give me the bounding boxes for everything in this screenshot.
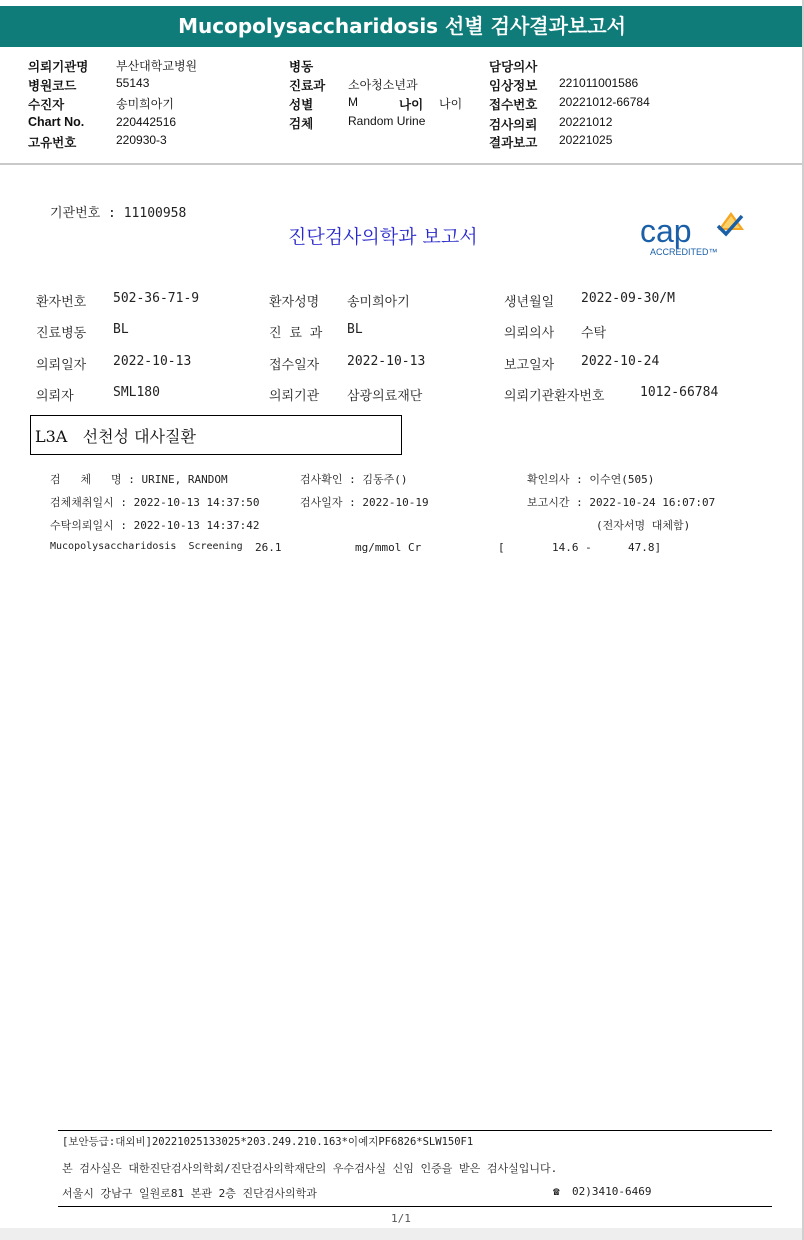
footer-divider-top: [58, 1130, 772, 1131]
patient-value: 삼광의료재단: [347, 389, 423, 404]
logo-text: cap: [640, 213, 692, 249]
patient-label: 의뢰기관환자번호: [504, 389, 605, 404]
test-section-title: L3A 선천성 대사질환: [35, 427, 196, 446]
range-low: 14.6 -: [552, 541, 592, 554]
lab-phone: 02)3410-6469: [572, 1185, 652, 1198]
page-number: 1/1: [391, 1212, 411, 1225]
header-label: 진료과: [289, 79, 326, 93]
cap-accredited-logo-icon: [718, 212, 744, 234]
institution-number: 기관번호 : 11100958: [50, 206, 187, 221]
header-label: 수진자: [28, 98, 65, 112]
document-title: Mucopolysaccharidosis 선별 검사결과보고서: [178, 14, 626, 38]
header-value: 221011001586: [559, 76, 639, 90]
patient-value: 2022-10-13: [113, 354, 192, 369]
patient-label: 보고일자: [504, 358, 555, 373]
patient-value: 1012-66784: [640, 385, 719, 400]
patient-label: 의뢰일자: [36, 358, 87, 373]
request-time: 수탁의뢰일시 : 2022-10-13 14:37:42: [50, 519, 260, 532]
header-value: 소아청소년과: [348, 78, 418, 92]
result-value: 26.1: [255, 541, 282, 554]
patient-label: 접수일자: [269, 358, 320, 373]
header-value: 송미희아기: [116, 97, 174, 111]
confirming-doctor: 확인의사 : 이수연(505): [527, 473, 655, 486]
age-value: 나이: [439, 97, 463, 111]
report-title: 진단검사의학과 보고서: [288, 226, 478, 248]
patient-value: 502-36-71-9: [113, 291, 200, 306]
range-open: [: [498, 541, 505, 554]
specimen-type: 검 체 명 : URINE, RANDOM: [50, 473, 228, 486]
footer-divider-bottom: [58, 1206, 772, 1207]
header-value: 55143: [116, 76, 150, 90]
patient-label: 생년월일: [504, 295, 555, 310]
header-value: 220930-3: [116, 133, 167, 147]
header-value: 20221025: [559, 133, 613, 147]
header-value: 220442516: [116, 115, 177, 129]
header-label: 고유번호: [28, 136, 77, 150]
patient-label: 의뢰기관: [269, 389, 320, 404]
header-value: Random Urine: [348, 114, 426, 128]
logo-subtext: ACCREDITED™: [650, 247, 718, 257]
viewer-bottom-strip: [0, 1228, 804, 1240]
header-label: 병동: [289, 60, 314, 74]
header-label: 성별: [289, 98, 314, 112]
patient-value: 2022-10-13: [347, 354, 426, 369]
patient-value: BL: [347, 322, 363, 337]
report-title-bar: [0, 6, 804, 47]
patient-label: 환자성명: [269, 295, 320, 310]
test-date: 검사일자 : 2022-10-19: [300, 496, 429, 509]
patient-value: SML180: [113, 385, 160, 400]
security-line: [보안등급:대외비]20221025133025*203.249.210.163*이예지PF6826*SLW150F1: [62, 1136, 474, 1148]
header-divider: [0, 163, 804, 165]
header-label: 임상정보: [489, 79, 538, 93]
header-value: M: [348, 95, 358, 109]
patient-value: BL: [113, 322, 129, 337]
patient-value: 2022-09-30/M: [581, 291, 675, 306]
patient-value: 수탁: [581, 326, 607, 341]
patient-value: 2022-10-24: [581, 354, 660, 369]
lab-address: 서울시 강남구 일원로81 본관 2층 진단검사의학과: [62, 1187, 317, 1200]
test-section-header: [30, 415, 402, 455]
age-label: 나이: [399, 98, 424, 112]
header-value: 부산대학교병원: [116, 59, 198, 73]
result-test-name: Mucopolysaccharidosis Screening: [50, 541, 243, 552]
header-label: 검체: [289, 117, 314, 131]
header-label: Chart No.: [28, 115, 85, 129]
accreditation-notice: 본 검사실은 대한진단검사의학회/진단검사의학재단의 우수검사실 신임 인증을 받은 검사실입니다.: [62, 1162, 558, 1175]
patient-label: 의뢰자: [36, 389, 74, 404]
header-label: 결과보고: [489, 136, 538, 150]
patient-label: 진료병동: [36, 326, 87, 341]
cap-accredited-logo: [638, 208, 748, 260]
header-label: 검사의뢰: [489, 118, 538, 132]
patient-label: 환자번호: [36, 295, 87, 310]
header-label: 병원코드: [28, 79, 77, 93]
report-time: 보고시간 : 2022-10-24 16:07:07: [527, 496, 716, 509]
header-value: 20221012-66784: [559, 95, 650, 109]
esign-note: (전자서명 대체함): [596, 519, 691, 532]
result-unit: mg/mmol Cr: [355, 541, 422, 554]
patient-value: 송미희아기: [347, 295, 410, 310]
header-value: 20221012: [559, 115, 613, 129]
range-high: 47.8]: [628, 541, 662, 554]
patient-label: 의뢰의사: [504, 326, 555, 341]
collection-time: 검체채취일시 : 2022-10-13 14:37:50: [50, 496, 260, 509]
test-confirmer: 검사확인 : 김동주(): [300, 473, 408, 486]
patient-label: 진 료 과: [269, 326, 323, 341]
header-label: 의뢰기관명: [28, 60, 89, 74]
phone-icon: ☎: [553, 1185, 560, 1198]
header-label: 접수번호: [489, 98, 538, 112]
header-label: 담당의사: [489, 60, 538, 74]
